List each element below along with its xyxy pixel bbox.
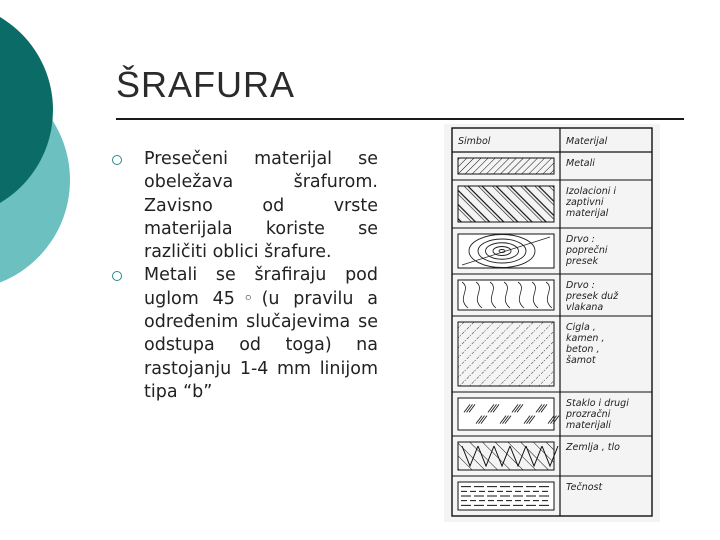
wood-grain-icon: [458, 280, 554, 310]
material-label: presek: [566, 256, 599, 267]
bullet-item: [112, 148, 378, 264]
ring-bullet-icon: [112, 155, 122, 165]
bullet-text: Presečeni materijal se obeležava šrafurom. Zavisno od vrste materijala koriste se različiti oblici šrafure.: [144, 149, 378, 263]
glass-hatch-icon: [458, 398, 559, 430]
bullet-text: Metali se šrafiraju pod uglom 45◦(u pravilu a određenim slučajevima se odstupa od toga) na rastojanju 1-4 mm linijom tipa “b”: [144, 265, 378, 402]
metal-hatch-icon: [458, 158, 554, 174]
material-label: materijali: [566, 420, 611, 431]
material-label: Tečnost: [566, 482, 603, 493]
ring-bullet-icon: [112, 271, 122, 281]
liquid-hatch-icon: [458, 482, 554, 510]
material-label: presek duž: [566, 291, 619, 302]
soil-hatch-icon: [458, 442, 558, 470]
material-label: Staklo i drugi: [566, 398, 629, 409]
bullet-list: [112, 148, 378, 404]
hatching-table-drawing: [444, 124, 660, 522]
material-label: Zemlja , tlo: [566, 442, 620, 453]
insulation-hatch-icon: [458, 186, 554, 222]
material-label: Drvo :: [566, 280, 595, 291]
material-label: beton ,: [566, 344, 600, 355]
material-label: vlakana: [566, 302, 604, 313]
brick-hatch-icon: [458, 322, 554, 386]
slide-title: ŠRAFURA: [116, 64, 296, 105]
material-label: kamen ,: [566, 333, 605, 344]
material-label: šamot: [566, 355, 596, 366]
title-underline: [116, 118, 684, 120]
bullet-item: [112, 264, 378, 404]
material-label: Cigla ,: [566, 322, 596, 333]
material-label: zaptivni: [566, 197, 604, 208]
wood-cross-section-icon: [458, 234, 554, 268]
decorative-circles: [0, 0, 90, 300]
material-label: materijal: [566, 208, 609, 219]
material-label: Drvo :: [566, 234, 595, 245]
header-material-label: Materijal: [566, 136, 608, 147]
material-label: poprečni: [566, 245, 608, 256]
material-label: prozračni: [566, 409, 611, 420]
material-label: Izolacioni i: [566, 186, 617, 197]
material-label: Metali: [566, 158, 595, 169]
header-symbol-label: Simbol: [458, 136, 491, 147]
hatching-symbol-table: [444, 124, 660, 522]
